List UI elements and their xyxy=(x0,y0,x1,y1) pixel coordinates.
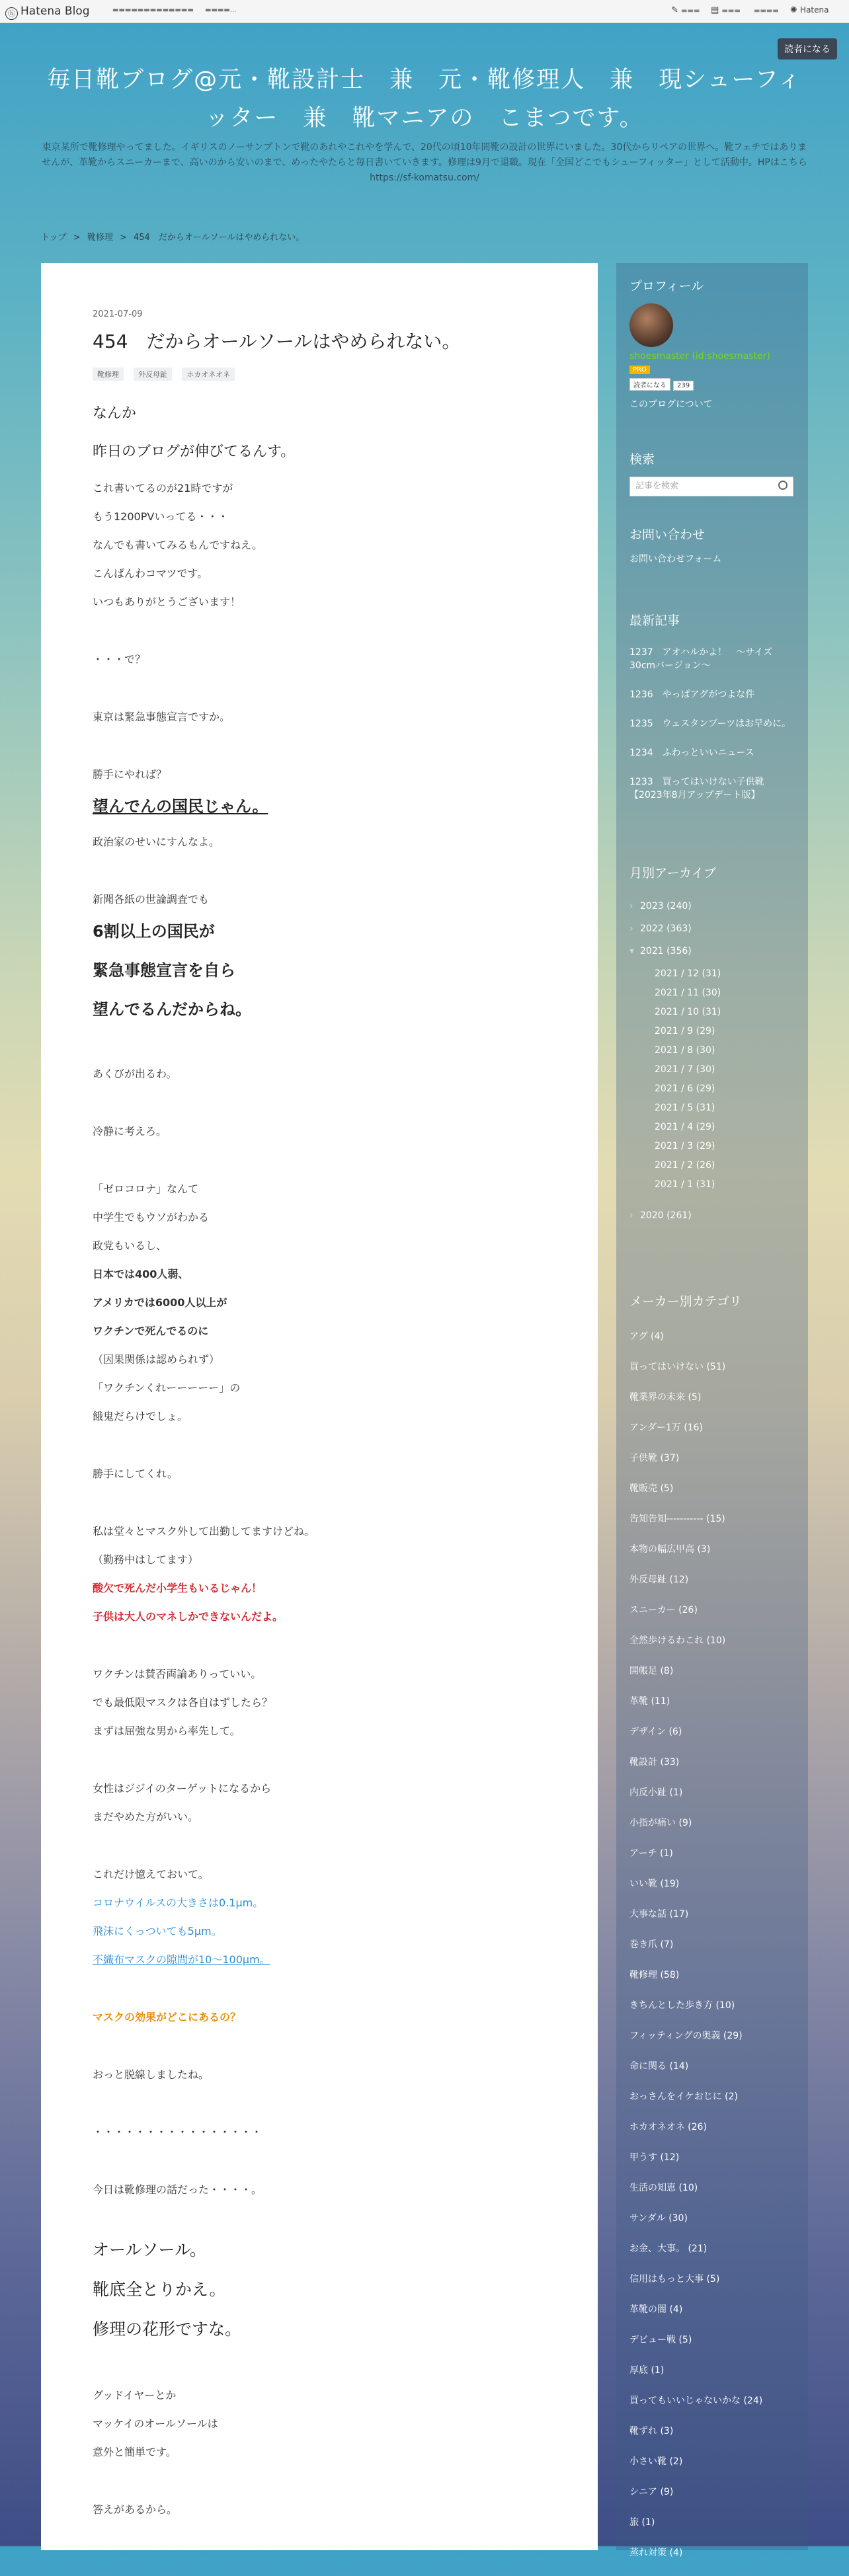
entry-date[interactable]: 2021-07-09 xyxy=(93,309,143,319)
body-emphasis: 望んでるんだからね。 xyxy=(93,1000,251,1019)
body-red-line: 子供は大人のマネしかできないんだよ。 xyxy=(93,1610,284,1623)
write-link[interactable] xyxy=(671,5,700,15)
module-title: 検索 xyxy=(629,452,655,467)
spacer xyxy=(93,2096,549,2125)
category-link[interactable]: お金、大事。 (21) xyxy=(629,2244,708,2254)
category-link[interactable]: 旅 (1) xyxy=(629,2517,655,2528)
category-link[interactable]: 告知告知----------- (15) xyxy=(629,1514,725,1524)
spacer xyxy=(93,2359,549,2388)
breadcrumb-category[interactable]: 靴修理 xyxy=(87,233,113,243)
entry-categories xyxy=(93,367,549,381)
spacer xyxy=(93,1752,549,1781)
category-link[interactable]: スニーカー (26) xyxy=(629,1605,698,1616)
spacer xyxy=(93,1638,549,1667)
spacer xyxy=(93,738,549,767)
spacer xyxy=(93,623,549,652)
pencil-icon: ✎ xyxy=(671,5,678,15)
category-link[interactable]: 革靴 (11) xyxy=(629,1696,670,1707)
archive-month-link[interactable]: 2021 / 2 (26) xyxy=(655,1160,715,1171)
body-line: まずは屈強な男から率先して。 xyxy=(93,1725,241,1737)
hatena-logo-icon: ⓑ xyxy=(5,7,18,20)
archive-month-link[interactable]: 2021 / 10 (31) xyxy=(655,1007,721,1017)
body-heading: 靴底全とりかえ。 xyxy=(93,2280,226,2299)
archive-year-label: 2022 (363) xyxy=(640,923,692,934)
category-link[interactable]: ホカオネオネ (26) xyxy=(629,2122,707,2132)
body-line: マッケイのオールソールは xyxy=(93,2417,218,2430)
search-module xyxy=(629,449,795,496)
body-line: 政党もいるし、 xyxy=(93,1239,167,1252)
category-link[interactable]: 甲うす (12) xyxy=(629,2152,680,2163)
archive-year-label: 2020 (261) xyxy=(640,1210,692,1221)
body-line: これ書いてるのが21時ですが xyxy=(93,482,233,494)
archive-month-link[interactable]: 2021 / 12 (31) xyxy=(655,968,721,979)
body-heading: オールソール。 xyxy=(93,2240,207,2259)
body-emphasis: 6割以上の国民が xyxy=(93,922,215,941)
body-blue-line: 飛沫にくっついても5μm。 xyxy=(93,1925,222,1937)
recent-entry-link[interactable]: 1237 アオハルかよ！ 〜サイズ30cmバージョン〜 xyxy=(629,647,773,671)
body-line: いつもありがとうございます！ xyxy=(93,596,241,608)
body-line: （勤務中はしてます） xyxy=(93,1553,199,1566)
category-link[interactable]: 靴ずれ (3) xyxy=(629,2426,674,2437)
archive-month-link[interactable]: 2021 / 5 (31) xyxy=(655,1103,715,1113)
recent-list xyxy=(629,646,795,802)
module-title: 最新記事 xyxy=(629,613,680,628)
body-bold-line: アメリカでは6000人以上が xyxy=(93,1296,227,1309)
body-emphasis: 望んでんの国民じゃん。 xyxy=(93,797,268,816)
body-line: 勝手にしてくれ。 xyxy=(93,1467,178,1480)
blog-title[interactable]: 毎日靴ブログ@元・靴設計士 兼 元・靴修理人 兼 現シューフィッター 兼 靴マニアの こまつです。 xyxy=(47,67,802,132)
entry-body xyxy=(93,405,549,2517)
body-line: 中学生でもウソがわかる xyxy=(93,1211,210,1224)
category-link[interactable]: 革靴の闇 (4) xyxy=(629,2304,683,2315)
blog-description: 東京某所で靴修理やってました。イギリスのノーサンプトンで靴のあれやこれやを学んで、20代の頃10年間靴の設計の世界にいました。30代からリペアの世界へ。靴フェチではありませんが、革靴からスニーカーまで、高いのから安いのまで、めったやたらと毎日書いていきます。修理は9月で退職。現在「全国どこでもシューフィッター」として活動中。HPはこちらhttps://sf-komatsu.com/ xyxy=(42,142,807,183)
dashboard-icon: ▤ xyxy=(711,5,719,15)
chevron-right-icon[interactable]: › xyxy=(629,1210,633,1221)
hatena-blog-logo[interactable] xyxy=(5,5,90,20)
profile-subscribe-button[interactable]: 読者になる xyxy=(629,378,670,391)
body-line: あくびが出るわ。 xyxy=(93,1068,177,1080)
archive-year[interactable] xyxy=(629,923,795,934)
body-line: こんばんわコマツです。 xyxy=(93,567,208,580)
archive-month-link[interactable]: 2021 / 8 (30) xyxy=(655,1045,715,1056)
archive-module xyxy=(629,863,795,1233)
category-link[interactable]: 子供靴 (37) xyxy=(629,1453,680,1464)
archive-year-label: 2023 (240) xyxy=(640,901,692,912)
body-heading: なんか xyxy=(93,405,137,422)
body-line: ・・・で？ xyxy=(93,653,146,666)
breadcrumb xyxy=(41,230,308,243)
body-line: ・・・・・・・・・・・・・・・・ xyxy=(93,2126,263,2138)
search-icon[interactable] xyxy=(778,481,788,490)
category-link[interactable]: 靴修理 (58) xyxy=(629,1970,680,1980)
body-line: これだけ憶えておいて。 xyxy=(93,1868,209,1881)
archive-year[interactable] xyxy=(629,1210,795,1221)
dashboard-label: ▬▬▬ xyxy=(721,7,741,15)
category-tag[interactable]: 外反母趾 xyxy=(134,368,172,381)
category-link[interactable]: 靴設計 (33) xyxy=(629,1757,680,1768)
body-line: （因果関係は認められず） xyxy=(93,1353,220,1366)
category-link[interactable]: デビュー戦 (5) xyxy=(629,2335,692,2345)
category-link[interactable]: 全然歩けるわこれ (10) xyxy=(629,1635,726,1646)
body-line: 女性はジジイのターゲットになるから xyxy=(93,1782,272,1795)
spacer xyxy=(93,2154,549,2183)
category-link[interactable]: 外反母趾 (12) xyxy=(629,1575,689,1585)
hatena-star-icon: ✺ xyxy=(790,5,797,15)
body-line: ワクチンは賛否両論ありっていい。 xyxy=(93,1668,262,1680)
contact-form-link[interactable]: お問い合わせフォーム xyxy=(629,554,722,565)
entry-title[interactable]: 454 だからオールソールはやめられない。 xyxy=(93,331,461,352)
category-link[interactable]: 生活の知恵 (10) xyxy=(629,2183,698,2193)
category-link[interactable]: 靴販売 (5) xyxy=(629,1483,674,1494)
category-link[interactable]: アグ (4) xyxy=(629,1331,664,1342)
module-title: 月別アーカイブ xyxy=(629,866,716,880)
contact-module xyxy=(629,525,795,565)
spacer xyxy=(93,1495,549,1524)
breadcrumb-current: 454 だからオールソールはやめられない。 xyxy=(134,233,305,243)
article xyxy=(41,263,598,2550)
pro-badge: PRO xyxy=(629,366,650,374)
avatar[interactable] xyxy=(629,303,673,347)
body-orange-line: マスクの効果がどこにあるの？ xyxy=(93,2011,241,2023)
archive-month-link[interactable]: 2021 / 7 (30) xyxy=(655,1064,715,1075)
category-link[interactable]: きちんとした歩き方 (10) xyxy=(629,2000,735,2011)
body-line: 「ワクチンくれーーーーー」の xyxy=(93,1382,241,1394)
category-link[interactable]: フィッティングの奥義 (29) xyxy=(629,2031,743,2041)
sidebar xyxy=(616,263,808,2558)
breadcrumb-top[interactable]: トップ xyxy=(41,233,67,243)
category-link[interactable]: おっさんをイケおじに (2) xyxy=(629,2091,739,2102)
hatena-label: Hatena xyxy=(800,5,829,15)
archive-year[interactable] xyxy=(629,901,795,912)
recent-entries-module xyxy=(629,611,795,818)
body-blue-line: 不織布マスクの隙間が10〜100μm。 xyxy=(93,1953,270,1966)
category-link[interactable]: いい靴 (19) xyxy=(629,1879,680,1889)
hatena-menu[interactable] xyxy=(790,5,829,15)
category-link[interactable]: 内反小趾 (1) xyxy=(629,1787,683,1798)
chevron-down-icon[interactable]: ▾ xyxy=(629,946,635,956)
body-line: 「ゼロコロナ」なんて xyxy=(93,1183,199,1195)
about-blog-link[interactable]: このブログについて xyxy=(629,399,713,410)
category-link[interactable]: 靴業界の未来 (5) xyxy=(629,1392,702,1403)
body-red-line: 酸欠で死んだ小学生もいるじゃん！ xyxy=(93,1582,263,1594)
chevron-right-icon[interactable]: › xyxy=(629,923,633,934)
body-line: 新聞各紙の世論調査でも xyxy=(93,893,210,906)
body-line: 東京は緊急事態宣言ですか。 xyxy=(93,711,231,723)
recent-entry-link[interactable]: 1235 ウェスタンブーツはお早めに。 xyxy=(629,719,791,729)
archive-year-label: 2021 (356) xyxy=(640,946,692,956)
recent-entry-link[interactable]: 1233 買ってはいけない子供靴【2023年8月アップデート版】 xyxy=(629,777,764,800)
category-link[interactable]: サンダル (30) xyxy=(629,2213,688,2224)
breadcrumb-separator: > xyxy=(119,233,127,243)
category-link[interactable]: デザイン (6) xyxy=(629,1727,682,1737)
body-line: もう1200PVいってる・・・ xyxy=(93,510,229,523)
category-link[interactable]: 買ってはいけない (51) xyxy=(629,1362,726,1372)
body-line: でも最低限マスクは各自はずしたら？ xyxy=(93,1696,273,1709)
body-line: なんでも書いてみるもんですねえ。 xyxy=(93,539,263,551)
body-line: 答えがあるから。 xyxy=(93,2503,178,2516)
body-heading: 修理の花形ですな。 xyxy=(93,2320,242,2339)
module-title: メーカー別カテゴリ xyxy=(629,1294,742,1309)
category-tag[interactable]: ホカオネオネ xyxy=(182,368,235,381)
spacer xyxy=(93,1095,549,1124)
search-input[interactable] xyxy=(629,477,793,496)
category-link[interactable]: 小さい靴 (2) xyxy=(629,2456,683,2467)
body-line: まだやめた方がいい。 xyxy=(93,1811,199,1823)
category-link[interactable]: 小指が痛い (9) xyxy=(629,1818,692,1828)
spacer xyxy=(93,1153,549,1182)
search-placeholder: 記事を検索 xyxy=(635,481,679,491)
spacer xyxy=(93,1038,549,1067)
recent-entry-link[interactable]: 1236 やっぱアグがつよな件 xyxy=(629,689,755,700)
body-line: 勝手にやれば？ xyxy=(93,768,167,781)
body-blue-line: コロナウイルスの大きさは0.1μm。 xyxy=(93,1896,264,1909)
recent-entry-link[interactable]: 1234 ふわっといいニュース xyxy=(629,748,754,758)
module-title: お問い合わせ xyxy=(629,527,706,542)
spacer xyxy=(93,1438,549,1467)
subscriber-count[interactable]: 239 xyxy=(673,381,694,391)
body-bold-line: ワクチンで死んでるのに xyxy=(93,1325,209,1337)
subscribe-button[interactable]: 読者になる xyxy=(778,38,837,59)
body-line: グッドイヤーとか xyxy=(93,2389,177,2401)
chevron-right-icon[interactable]: › xyxy=(629,901,633,912)
global-menu-item[interactable]: ▬▬▬▬ xyxy=(169,7,194,14)
global-menu-item[interactable]: ▬▬▬▬▬▬▬▬▬▬ xyxy=(112,7,175,14)
archive-month-link[interactable]: 2021 / 6 (29) xyxy=(655,1083,715,1094)
notification-link[interactable]: ▬▬▬▬ xyxy=(754,7,779,15)
archive-month-link[interactable]: 2021 / 4 (29) xyxy=(655,1122,715,1132)
body-line: 意外と簡単です。 xyxy=(93,2446,177,2458)
archive-year[interactable] xyxy=(629,946,795,956)
category-link[interactable]: 巻き爪 (7) xyxy=(629,1939,674,1950)
profile-module xyxy=(629,276,795,410)
spacer xyxy=(93,681,549,710)
profile-user-id[interactable]: shoesmaster (id:shoesmaster) xyxy=(629,351,770,362)
category-link[interactable]: 信用はもっと大事 (5) xyxy=(629,2274,720,2284)
category-link[interactable]: 大事な話 (17) xyxy=(629,1909,689,1920)
breadcrumb-separator: > xyxy=(73,233,81,243)
category-link[interactable]: 買ってもいいじゃないかな (24) xyxy=(629,2396,763,2406)
category-link[interactable]: アーチ (1) xyxy=(629,1848,673,1859)
body-line: 私は堂々とマスク外して出勤してますけどね。 xyxy=(93,1525,315,1538)
body-line: 餓鬼だらけでしょ。 xyxy=(93,1410,188,1423)
archive-list xyxy=(629,901,795,1221)
body-line: 冷静に考えろ。 xyxy=(93,1125,167,1138)
archive-month-link[interactable]: 2021 / 11 (30) xyxy=(655,988,721,998)
category-link[interactable]: シニア (9) xyxy=(629,2487,674,2497)
category-tag[interactable]: 靴修理 xyxy=(93,368,124,381)
category-link[interactable]: 命に関る (14) xyxy=(629,2061,689,2072)
body-emphasis: 緊急事態宣言を自ら xyxy=(93,961,235,980)
category-link[interactable]: 本物の幅広甲高 (3) xyxy=(629,1544,711,1555)
spacer xyxy=(93,1838,549,1867)
module-title: プロフィール xyxy=(629,279,704,293)
category-link[interactable]: 開帳足 (8) xyxy=(629,1666,674,1676)
global-menu-item[interactable]: ▬▬▬▬... xyxy=(205,7,237,14)
spacer xyxy=(93,2474,549,2503)
category-list xyxy=(629,1329,795,2559)
brand-label: Hatena Blog xyxy=(20,5,90,18)
spacer xyxy=(93,2039,549,2068)
category-link[interactable]: アンダー1万 (16) xyxy=(629,1423,703,1433)
body-bold-line: 日本では400人弱、 xyxy=(93,1268,189,1280)
spacer xyxy=(93,2211,549,2240)
category-module xyxy=(629,1292,795,2576)
write-label: ▬▬▬ xyxy=(681,7,700,15)
archive-month-link[interactable]: 2021 / 3 (29) xyxy=(655,1141,715,1151)
global-header xyxy=(0,0,849,23)
dashboard-link[interactable] xyxy=(711,5,741,15)
spacer xyxy=(93,1981,549,2010)
body-line: 今日は靴修理の話だった・・・・。 xyxy=(93,2183,263,2196)
category-link[interactable]: 厚底 (1) xyxy=(629,2365,665,2376)
spacer xyxy=(629,1198,795,1210)
spacer xyxy=(93,863,549,892)
body-line: 政治家のせいにすんなよ。 xyxy=(93,836,220,848)
archive-month-link[interactable]: 2021 / 1 (31) xyxy=(655,1179,715,1190)
archive-month-link[interactable]: 2021 / 9 (29) xyxy=(655,1026,715,1036)
category-link[interactable]: 蒸れ対策 (4) xyxy=(629,2548,683,2558)
body-heading: 昨日のブログが伸びてるんす。 xyxy=(93,444,296,460)
body-line: おっと脱線しましたね。 xyxy=(93,2068,210,2081)
